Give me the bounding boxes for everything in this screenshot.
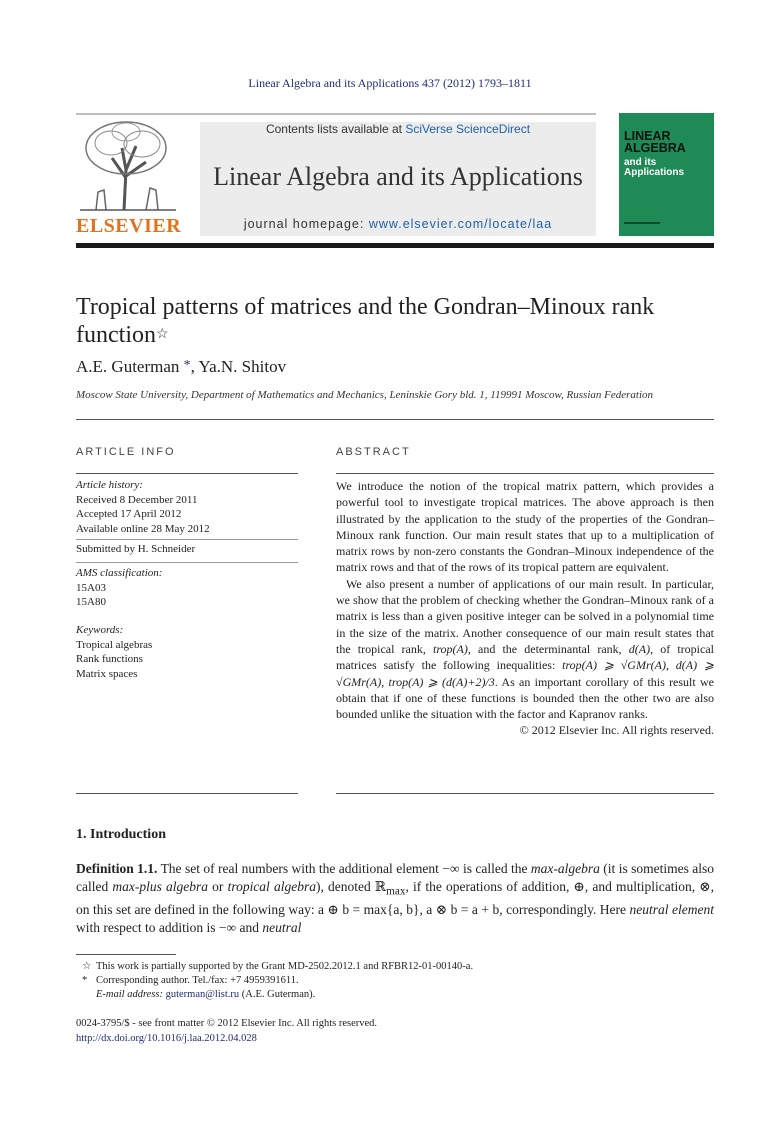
keyword: Matrix spaces: [76, 667, 138, 680]
doi-link[interactable]: http://dx.doi.org/10.1016/j.laa.2012.04.028: [76, 1032, 257, 1044]
author-separator: ,: [190, 357, 199, 376]
masthead-bottom-rule: [76, 243, 714, 248]
cover-title: LINEAR ALGEBRA: [624, 129, 686, 155]
history-item: Available online 28 May 2012: [76, 522, 210, 535]
ams-code: 15A03: [76, 581, 106, 594]
footnote-star: ☆: [82, 961, 92, 972]
definition-paragraph: Definition 1.1. The set of real numbers with the additional element −∞ is called the max-algebra (it is sometimes also called max-plus algebra or tropical algebra), denoted ℝ$_{max}$, if the operations of addition, ⊕, and multiplication, ⊗, on this set are defined in the following way: a ⊕ b = max{a, b}, a ⊗ b = a + b, correspondingly. Here neutral element with respect to addition is −∞ and neutral: [76, 861, 714, 935]
divider: [76, 793, 298, 794]
history-label: Article history:: [76, 479, 143, 491]
ams-label: AMS classification:: [76, 567, 163, 579]
divider: [336, 793, 714, 794]
article-history: [76, 478, 298, 536]
journal-citation: Linear Algebra and its Applications 437 (2012) 1793–1811: [248, 76, 532, 90]
author-name: A.E. Guterman: [76, 357, 180, 376]
keyword: Tropical algebras: [76, 638, 153, 651]
cover-subtitle: and its Applications: [624, 157, 685, 178]
email-link[interactable]: guterman@list.ru: [165, 989, 240, 1000]
homepage-prefix: journal homepage:: [243, 217, 369, 231]
keywords: [76, 623, 298, 681]
copyright: © 2012 Elsevier Inc. All rights reserved.: [519, 723, 714, 738]
contents-line: [200, 122, 596, 136]
keywords-label: Keywords:: [76, 624, 124, 636]
divider: [76, 473, 298, 474]
article-title: [76, 293, 716, 349]
divider: [76, 539, 298, 540]
keyword: Rank functions: [76, 653, 143, 665]
masthead-top-rule: [76, 113, 596, 115]
divider: [336, 473, 714, 474]
math-inline: d(A): [628, 641, 651, 656]
journal-name: Linear Algebra and its Applications: [213, 162, 583, 191]
footnote-rule: [76, 954, 176, 955]
affiliation: Moscow State University, Department of Mathematics and Mechanics, Leninskie Gory bld. 1, 119991 Moscow, Russian Federation: [76, 389, 654, 401]
author-list: [76, 357, 286, 377]
corresponding-author-mark[interactable]: *: [183, 358, 191, 373]
sciencedirect-link[interactable]: SciVerse ScienceDirect: [405, 122, 531, 136]
footnote: ☆ This work is partially supported by the Grant MD-2502.2012.1 and RFBR12-01-00140-a.: [82, 961, 474, 972]
issn-line: 0024-3795/$ - see front matter © 2012 Elsevier Inc. All rights reserved.: [76, 1018, 378, 1029]
divider: [76, 562, 298, 563]
submitted-by: Submitted by H. Schneider: [76, 543, 196, 555]
title-footnote-star[interactable]: ☆: [155, 327, 169, 342]
homepage-link[interactable]: www.elsevier.com/locate/laa: [368, 217, 553, 231]
elsevier-wordmark: ELSEVIER: [76, 215, 182, 237]
footnote: * Corresponding author. Tel./fax: +7 4959391611.: [82, 975, 299, 986]
ams-classification: [76, 566, 298, 610]
divider: [76, 419, 714, 420]
footnotes: [76, 960, 716, 1002]
article-info-heading: ARTICLE INFO: [76, 446, 176, 458]
ams-code: 15A80: [76, 596, 106, 608]
cover-decoration: [624, 222, 660, 224]
abstract-body: [336, 478, 714, 739]
history-item: Accepted 17 April 2012: [76, 508, 182, 520]
abstract-paragraph: We introduce the notion of the tropical matrix pattern, which provides a powerful tool to investigate tropical matrices. The above approach is then illustrated by the application to the study of the properties of the Gondran–Minoux rank function. Our main result states that up to a multiplication of matrix rows by non-zero constants the Gondran–Minoux independence of the matrix rows and that of the rows of its tropical pattern are equivalent.: [336, 479, 714, 575]
footnote-email: E-mail address: guterman@list.ru (A.E. Guterman).: [96, 989, 316, 1000]
math-inline: trop(A): [433, 641, 468, 656]
math-inequalities: trop(A) ⩾ √GMr(A), d(A) ⩾ √GMr(A), trop(A) ⩾ (d(A)+2)/3: [336, 658, 715, 689]
abstract-heading: ABSTRACT: [336, 446, 411, 458]
contents-prefix: Contents lists available at: [265, 122, 406, 136]
author-name: Ya.N. Shitov: [198, 357, 287, 376]
history-item: Received 8 December 2011: [76, 493, 198, 506]
journal-homepage: [200, 217, 596, 231]
article-title-text: Tropical patterns of matrices and the Gondran–Minoux rank function: [76, 294, 655, 348]
definition-label: Definition 1.1.: [76, 861, 158, 876]
front-matter: [76, 1017, 377, 1046]
abstract-paragraph: We also present a number of applications of our main result. In particular, we show that the problem of checking whether the Gondran–Minoux rank of a matrix is less than a given positive integer can be solved in a polynomial time in the size of the matrix. Another consequence of our main result states that the tropical rank, trop(A), and the determinantal rank, d(A), of tropical matrices satisfy the following inequalities: trop(A) ⩾ √GMr(A), d(A) ⩾ √GMr(A), trop(A) ⩾ (d(A)+2)/3. As an important corollary of this result we obtain that if one of these functions is bounded then the other two are also bounded unlike the situation with the factor and Kapranov ranks.: [336, 576, 715, 722]
section-heading: 1. Introduction: [76, 827, 166, 842]
footnote-asterisk: *: [82, 975, 88, 986]
